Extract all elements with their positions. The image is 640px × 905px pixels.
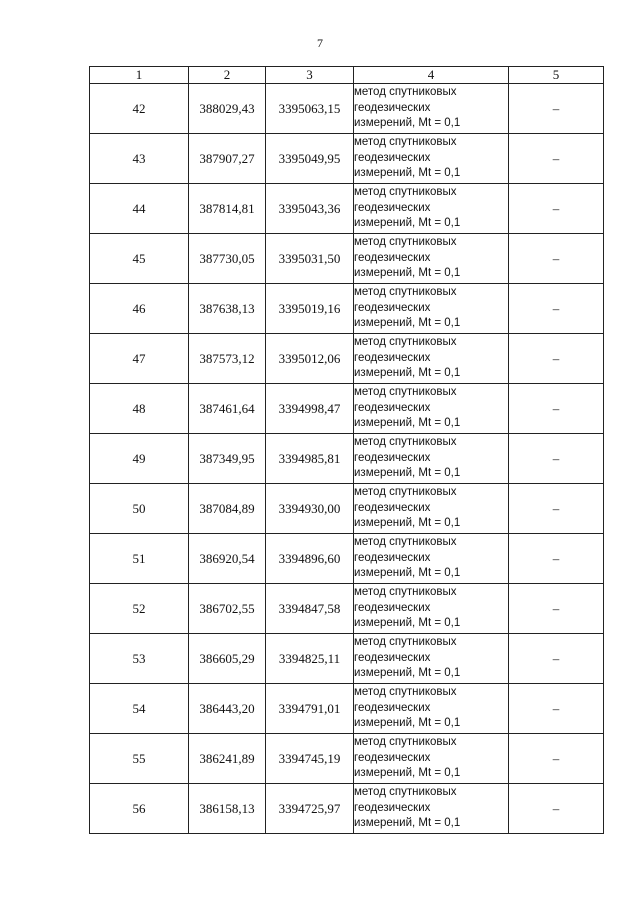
method-line: метод спутниковых <box>354 536 457 549</box>
y-coordinate-cell: 3394791,01 <box>266 684 354 734</box>
x-coordinate-cell: 386443,20 <box>189 684 266 734</box>
method-cell <box>354 534 509 584</box>
note-cell: – <box>509 284 604 334</box>
point-number-cell: 44 <box>90 184 189 234</box>
note-cell: – <box>509 784 604 834</box>
point-number-cell: 49 <box>90 434 189 484</box>
note-cell: – <box>509 434 604 484</box>
method-line: измерений, Mt = 0,1 <box>354 817 461 830</box>
y-coordinate-cell: 3394998,47 <box>266 384 354 434</box>
method-cell <box>354 334 509 384</box>
y-coordinate-cell: 3395049,95 <box>266 134 354 184</box>
note-cell: – <box>509 734 604 784</box>
method-line: геодезических <box>354 151 431 164</box>
table-row <box>90 734 604 784</box>
y-coordinate-cell: 3395043,36 <box>266 184 354 234</box>
method-line: метод спутниковых <box>354 286 457 299</box>
point-number-cell: 43 <box>90 134 189 184</box>
method-line: измерений, Mt = 0,1 <box>354 567 461 580</box>
method-cell <box>354 234 509 284</box>
method-line: метод спутниковых <box>354 186 457 199</box>
table-row <box>90 784 604 834</box>
method-line: геодезических <box>354 701 431 714</box>
method-cell <box>354 134 509 184</box>
table-row <box>90 184 604 234</box>
y-coordinate-cell: 3394896,60 <box>266 534 354 584</box>
page-number: 7 <box>317 36 323 50</box>
y-coordinate-cell: 3395019,16 <box>266 284 354 334</box>
method-cell <box>354 634 509 684</box>
x-coordinate-cell: 386241,89 <box>189 734 266 784</box>
method-line: измерений, Mt = 0,1 <box>354 517 461 530</box>
point-number-cell: 52 <box>90 584 189 634</box>
method-line: геодезических <box>354 601 431 614</box>
column-header-3: 3 <box>266 67 354 84</box>
method-line: измерений, Mt = 0,1 <box>354 217 461 230</box>
method-line: метод спутниковых <box>354 386 457 399</box>
point-number-cell: 55 <box>90 734 189 784</box>
table-body <box>90 67 604 834</box>
table-row <box>90 584 604 634</box>
point-number-cell: 50 <box>90 484 189 534</box>
y-coordinate-cell: 3395031,50 <box>266 234 354 284</box>
note-cell: – <box>509 384 604 434</box>
method-line: метод спутниковых <box>354 786 457 799</box>
method-line: метод спутниковых <box>354 336 457 349</box>
point-number-cell: 42 <box>90 84 189 134</box>
note-cell: – <box>509 634 604 684</box>
method-line: измерений, Mt = 0,1 <box>354 317 461 330</box>
point-number-cell: 47 <box>90 334 189 384</box>
x-coordinate-cell: 388029,43 <box>189 84 266 134</box>
method-line: измерений, Mt = 0,1 <box>354 117 461 130</box>
note-cell: – <box>509 334 604 384</box>
method-line: метод спутниковых <box>354 436 457 449</box>
x-coordinate-cell: 386158,13 <box>189 784 266 834</box>
method-line: геодезических <box>354 201 431 214</box>
x-coordinate-cell: 386605,29 <box>189 634 266 684</box>
method-line: геодезических <box>354 401 431 414</box>
method-cell <box>354 184 509 234</box>
method-line: геодезических <box>354 301 431 314</box>
table-row <box>90 434 604 484</box>
table-row <box>90 684 604 734</box>
method-cell <box>354 584 509 634</box>
table-row <box>90 334 604 384</box>
method-line: геодезических <box>354 351 431 364</box>
method-line: измерений, Mt = 0,1 <box>354 367 461 380</box>
method-cell <box>354 734 509 784</box>
point-number-cell: 46 <box>90 284 189 334</box>
note-cell: – <box>509 584 604 634</box>
method-line: измерений, Mt = 0,1 <box>354 267 461 280</box>
table-row <box>90 384 604 434</box>
method-cell <box>354 284 509 334</box>
method-line: метод спутниковых <box>354 736 457 749</box>
y-coordinate-cell: 3394985,81 <box>266 434 354 484</box>
method-line: геодезических <box>354 651 431 664</box>
table-row <box>90 634 604 684</box>
table-row <box>90 234 604 284</box>
x-coordinate-cell: 387573,12 <box>189 334 266 384</box>
note-cell: – <box>509 534 604 584</box>
method-line: геодезических <box>354 751 431 764</box>
method-cell <box>354 84 509 134</box>
table-row <box>90 484 604 534</box>
note-cell: – <box>509 134 604 184</box>
method-line: измерений, Mt = 0,1 <box>354 167 461 180</box>
method-line: геодезических <box>354 101 431 114</box>
method-line: метод спутниковых <box>354 136 457 149</box>
point-number-cell: 53 <box>90 634 189 684</box>
method-line: измерений, Mt = 0,1 <box>354 667 461 680</box>
x-coordinate-cell: 387907,27 <box>189 134 266 184</box>
method-cell <box>354 784 509 834</box>
note-cell: – <box>509 84 604 134</box>
y-coordinate-cell: 3394745,19 <box>266 734 354 784</box>
method-cell <box>354 484 509 534</box>
table-row <box>90 134 604 184</box>
y-coordinate-cell: 3395063,15 <box>266 84 354 134</box>
method-line: геодезических <box>354 501 431 514</box>
method-line: геодезических <box>354 451 431 464</box>
method-line: геодезических <box>354 251 431 264</box>
method-cell <box>354 684 509 734</box>
point-number-cell: 48 <box>90 384 189 434</box>
column-header-1: 1 <box>90 67 189 84</box>
x-coordinate-cell: 386702,55 <box>189 584 266 634</box>
table-row <box>90 84 604 134</box>
method-cell <box>354 434 509 484</box>
note-cell: – <box>509 184 604 234</box>
y-coordinate-cell: 3394825,11 <box>266 634 354 684</box>
method-line: измерений, Mt = 0,1 <box>354 617 461 630</box>
table-row <box>90 534 604 584</box>
method-line: метод спутниковых <box>354 586 457 599</box>
method-line: метод спутниковых <box>354 686 457 699</box>
x-coordinate-cell: 387730,05 <box>189 234 266 284</box>
x-coordinate-cell: 387638,13 <box>189 284 266 334</box>
x-coordinate-cell: 387349,95 <box>189 434 266 484</box>
note-cell: – <box>509 234 604 284</box>
method-line: геодезических <box>354 801 431 814</box>
method-line: измерений, Mt = 0,1 <box>354 467 461 480</box>
column-header-2: 2 <box>189 67 266 84</box>
table-header-row <box>90 67 604 84</box>
method-line: метод спутниковых <box>354 86 457 99</box>
y-coordinate-cell: 3394847,58 <box>266 584 354 634</box>
method-line: метод спутниковых <box>354 486 457 499</box>
method-line: измерений, Mt = 0,1 <box>354 417 461 430</box>
point-number-cell: 45 <box>90 234 189 284</box>
x-coordinate-cell: 386920,54 <box>189 534 266 584</box>
point-number-cell: 51 <box>90 534 189 584</box>
y-coordinate-cell: 3395012,06 <box>266 334 354 384</box>
point-number-cell: 54 <box>90 684 189 734</box>
note-cell: – <box>509 484 604 534</box>
note-cell: – <box>509 684 604 734</box>
column-header-4: 4 <box>354 67 509 84</box>
x-coordinate-cell: 387084,89 <box>189 484 266 534</box>
method-line: измерений, Mt = 0,1 <box>354 717 461 730</box>
y-coordinate-cell: 3394725,97 <box>266 784 354 834</box>
point-number-cell: 56 <box>90 784 189 834</box>
x-coordinate-cell: 387814,81 <box>189 184 266 234</box>
method-line: измерений, Mt = 0,1 <box>354 767 461 780</box>
y-coordinate-cell: 3394930,00 <box>266 484 354 534</box>
x-coordinate-cell: 387461,64 <box>189 384 266 434</box>
table-row <box>90 284 604 334</box>
method-line: метод спутниковых <box>354 236 457 249</box>
method-cell <box>354 384 509 434</box>
method-line: метод спутниковых <box>354 636 457 649</box>
coordinates-table <box>89 66 604 834</box>
method-line: геодезических <box>354 551 431 564</box>
column-header-5: 5 <box>509 67 604 84</box>
